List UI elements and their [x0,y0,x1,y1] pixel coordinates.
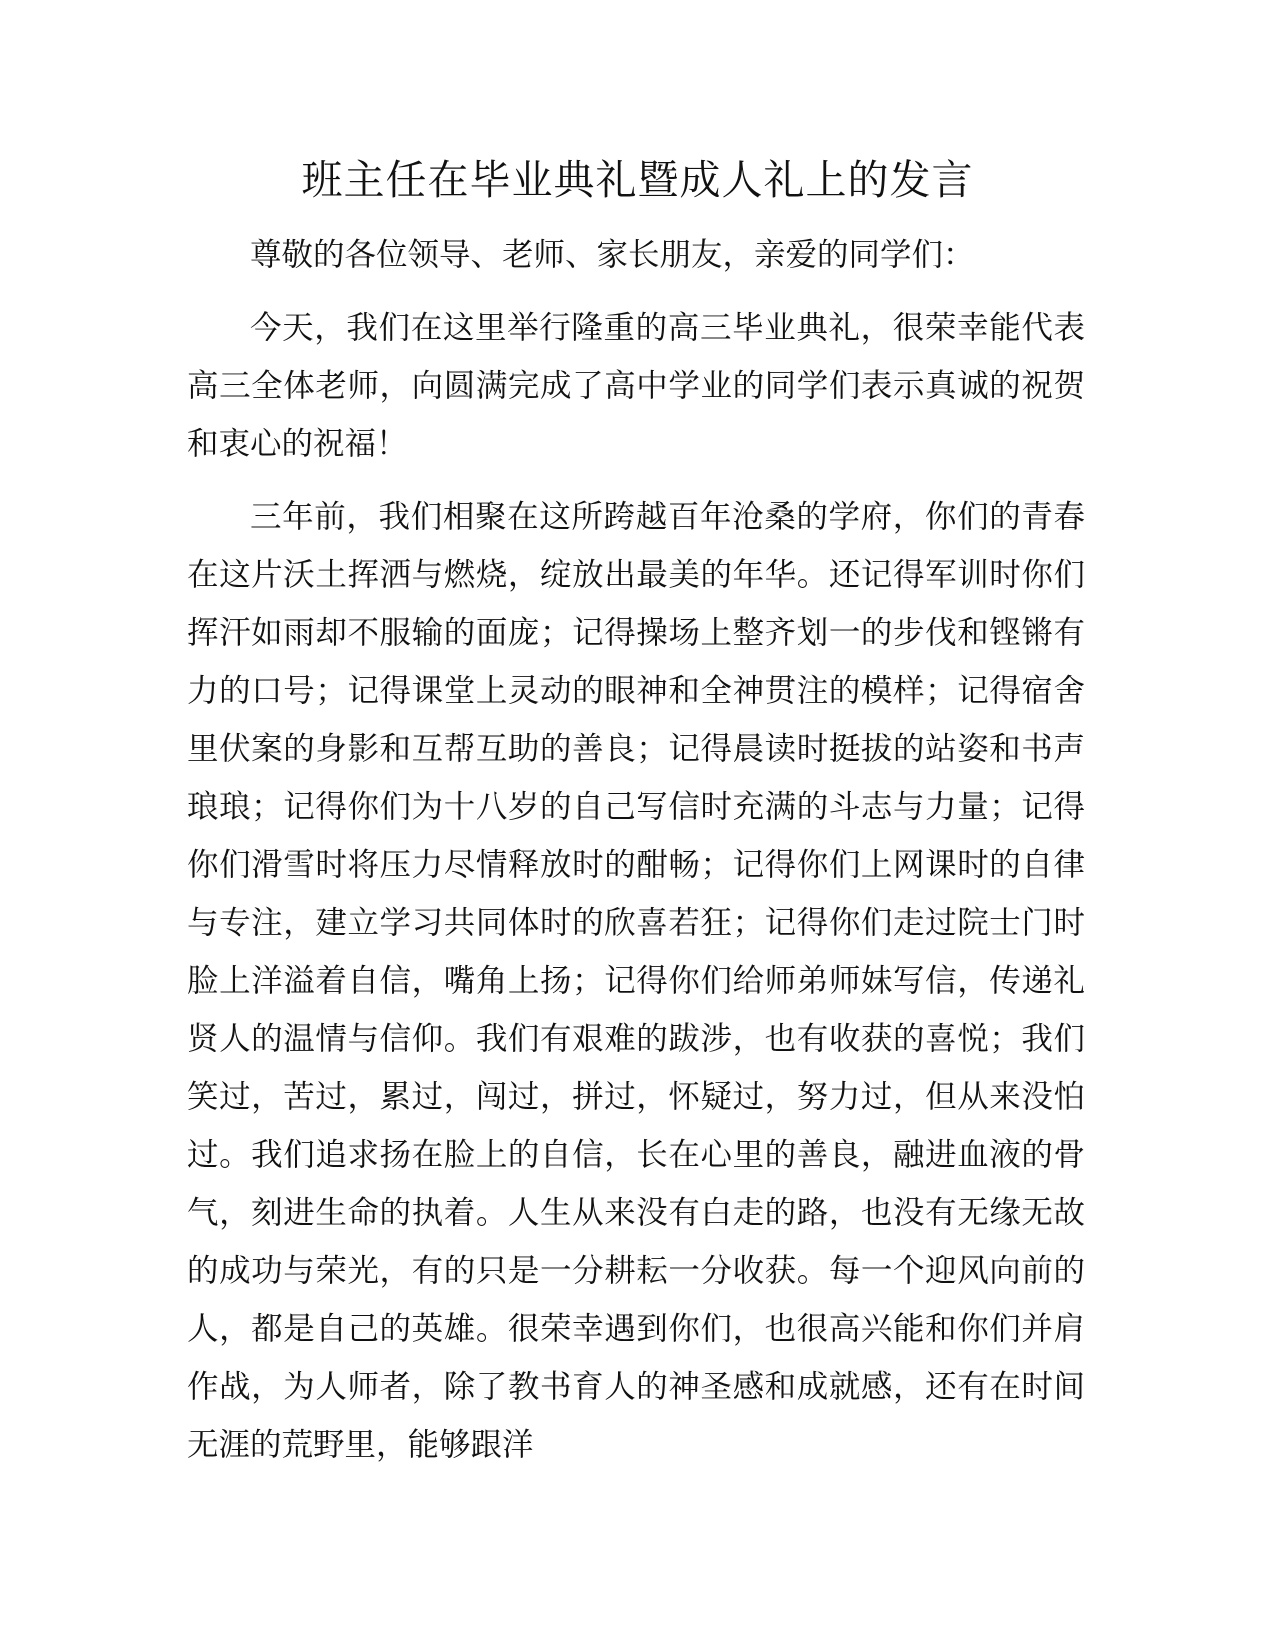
page-title: 班主任在毕业典礼暨成人礼上的发言 [301,156,974,204]
greeting-paragraph: 尊敬的各位领导、老师、家长朋友，亲爱的同学们： [250,237,975,273]
memories-paragraph: 三年前，我们相聚在这所跨越百年沧桑的学府，你们的青春在这片沃土挥洒与燃烧，绽放出最美的年华。还记得军训时你们挥汗如雨却不服输的面庞；记得操场上整齐划一的步伐和铿锵有力的口号；记得课堂上灵动的眼神和全神贯注的模样；记得宿舍里伏案的身影和互帮互助的善良；记得晨读时挺拔的站姿和书声琅琅；记得你们为十八岁的自己写信时充满的斗志与力量；记得你们滑雪时将压力尽情释放时的酣畅；记得你们上网课时的自律与专注，建立学习共同体时的欣喜若狂；记得你们走过院士门时脸上洋溢着自信，嘴角上扬；记得你们给师弟师妹写信，传递礼贤人的温情与信仰。我们有艰难的跋涉，也有收获的喜悦；我们笑过，苦过，累过，闯过，拼过，怀疑过，努力过，但从来没怕过。我们追求扬在脸上的自信，长在心里的善良，融进血液的骨气，刻进生命的执着。人生从来没有白走的路，也没有无缘无故的成功与荣光，有的只是一分耕耘一分收获。每一个迎风向前的人，都是自己的英雄。很荣幸遇到你们，也很高兴能和你们并肩作战，为人师者，除了教书育人的神圣感和成就感，还有在时间无涯的荒野里，能够跟洋 [187,499,1085,1463]
opening-paragraph: 今天，我们在这里举行隆重的高三毕业典礼，很荣幸能代表高三全体老师，向圆满完成了高中学业的同学们表示真诚的祝贺和衷心的祝福！ [187,310,1085,462]
document-body [187,226,1085,1489]
